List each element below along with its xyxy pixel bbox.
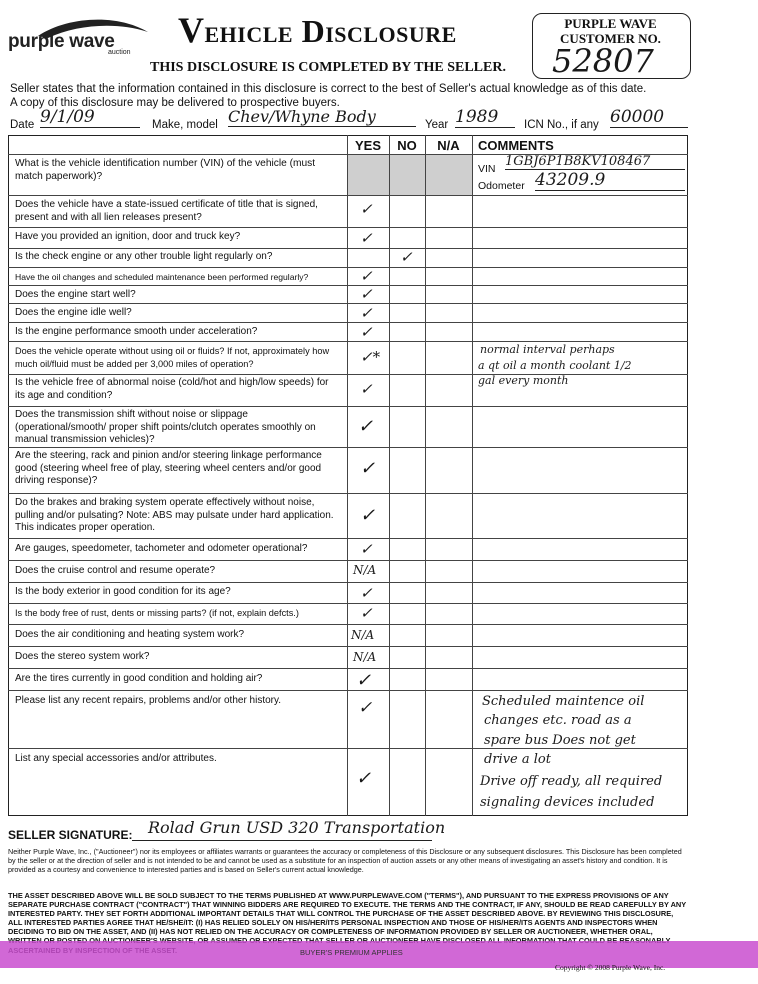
comment-history-2[interactable]: changes etc. road as a [484,713,632,728]
question-title: Does the vehicle have a state-issued certificate of title that is signed, present and with all lien releases present? [15,199,318,223]
customer-number[interactable]: 52807 [552,42,654,80]
customer-label: PURPLE WAVE CUSTOMER NO. [560,16,661,46]
document-subtitle: THIS DISCLOSURE IS COMPLETED BY THE SELLER. [150,60,506,75]
divider [8,493,688,494]
question-oil-changes: Have the oil changes and scheduled maintenance been performed regularly? [15,272,309,282]
comment-accessories-2[interactable]: signaling devices included [480,795,655,810]
answer-oil-changes[interactable]: ✓ [360,267,373,285]
disclaimer: Neither Purple Wave, Inc., ("Auctioneer") nor its employees or affiliates warrants or guarantees the accuracy or completeness of this Disclosure or any subsequent disclosures. This Disclosure has been completed by the seller or at the direction of seller and is not intended to be and cannot be used as a substitute for an inspection of auction assets or any other means of investigating an asset's history and condition. It is provided as a courtesy and convenience to interested parties and is based on Seller's current actual knowledge. [8,847,682,874]
question-engine-start: Does the engine start well? [15,289,136,300]
divider [8,668,688,669]
divider [8,248,688,249]
odometer-field[interactable]: 43209.9 [535,170,685,191]
divider [8,285,688,286]
comment-oil-1[interactable]: normal interval perhaps [480,343,615,356]
answer-tires[interactable]: ✓ [356,670,372,691]
divider [8,267,688,268]
vin-field[interactable]: 1GBJ6P1B8KV108467 [505,154,685,170]
make-field[interactable]: Chev/Whyne Body [228,107,416,127]
divider [8,374,688,375]
question-transmission: Does the transmission shift without noise or slippage (operational/smooth/ proper shift points/clutch operates smoothly on manual transmission vehicles)? [15,409,316,445]
comment-accessories-1[interactable]: Drive off ready, all required [480,774,663,789]
answer-gauges[interactable]: ✓ [360,540,373,558]
divider [8,624,688,625]
vin-shade [347,154,472,195]
divider [8,690,688,691]
divider [8,195,688,196]
answer-body-exterior[interactable]: ✓ [360,584,373,602]
copyright: Copyright © 2008 Purple Wave, Inc. [555,963,666,972]
icn-field[interactable]: 60000 [610,107,688,128]
icn-label: ICN No., if any [524,119,599,131]
question-gauges: Are gauges, speedometer, tachometer and odometer operational? [15,543,308,554]
question-tires: Are the tires currently in good condition and holding air? [15,673,263,684]
terms: THE ASSET DESCRIBED ABOVE WILL BE SOLD SUBJECT TO THE TERMS PUBLISHED AT WWW.PURPLEWAVE.COM ("TERMS"), AND PURSUANT TO THE EXPRESS PROVISIONS OF ANY SEPARATE PURCHASE CONTRACT ("CONTRACT") THAT WINNING BIDDERS ARE REQUIRED TO EXECUTE. THE TERMS AND THE CONTRACT, IF ANY, SHOULD BE READ CAREFULLY BY ANY INTERESTED PARTY. THEY SET FORTH ADDITIONAL IMPORTANT DETAILS THAT WILL CONTROL THE PURCHASE OF THE ASSET DESCRIBED ABOVE. BY REVIEWING THIS DISCLOSURE, ALL INTERESTED PARTIES AGREE THAT HE/SHE/IT: (I) HAS RELIED SOLELY ON HIS/HER/ITS PERSONAL INSPECTION AND THOSE OF HIS/HER/ITS AGENTS AND INSPECTORS WHEN DECIDING TO BID ON THE ASSET, AND (II) HAS NOT RELIED ON THE ACCURACY OR COMPLETENESS OF INFORMATION PROVIDED BY SELLER OR AUCTIONEER, WHETHER ORAL, [8,891,687,937]
question-accessories: List any special accessories and/or attributes. [15,753,217,764]
question-noise: Is the vehicle free of abnormal noise (cold/hot and high/low speeds) for its age and condition? [15,377,329,401]
question-oil-fluids: Does the vehicle operate without using oil or fluids? If not, approximately how much oil/fluid must be added per 3,000 miles of operation? [15,346,330,369]
make-label: Make, model [152,119,218,131]
question-history: Please list any recent repairs, problems and/or other history. [15,695,282,706]
divider [425,135,426,816]
comment-history-1[interactable]: Scheduled maintence oil [482,694,645,709]
logo-sub: auction [108,49,131,56]
divider [8,447,688,448]
divider [8,582,688,583]
divider [8,560,688,561]
answer-engine-start[interactable]: ✓ [360,285,373,303]
logo-text: purple wave [8,31,115,52]
answer-cruise[interactable]: N/A [353,563,377,577]
answer-transmission[interactable]: ✓ [358,416,374,437]
date-field[interactable]: 9/1/09 [40,107,140,128]
signature-line [132,840,432,841]
answer-stereo[interactable]: N/A [353,650,377,664]
question-body-exterior: Is the body exterior in good condition for its age? [15,586,231,597]
comment-oil-3[interactable]: gal every month [478,374,569,387]
question-cruise: Does the cruise control and resume operate? [15,565,216,576]
col-yes: YES [354,138,381,153]
col-no: NO [397,138,417,153]
vin-label: VIN [478,163,496,175]
year-label: Year [425,119,449,131]
answer-rust[interactable]: ✓ [360,604,373,622]
answer-engine-performance[interactable]: ✓ [360,323,373,341]
answer-brakes[interactable]: ✓ [360,505,376,526]
signature-field[interactable]: Rolad Grun USD 320 Transportation [148,818,446,837]
question-stereo: Does the stereo system work? [15,651,150,662]
answer-title[interactable]: ✓ [360,200,373,218]
answer-ac[interactable]: N/A [351,628,375,642]
question-check-engine: Is the check engine or any other trouble light regularly on? [15,251,273,262]
divider [472,135,473,816]
question-ac: Does the air conditioning and heating system work? [15,629,245,640]
answer-steering[interactable]: ✓ [360,458,376,479]
answer-engine-idle[interactable]: ✓ [360,304,373,322]
question-brakes: Do the brakes and braking system operate effectively without noise, pulling and/or pulsating? Note: ABS may pulsate under hard application. This indicates proper operation. [15,497,334,533]
comment-history-4[interactable]: drive a lot [484,752,551,767]
divider [8,603,688,604]
signature-label: SELLER SIGNATURE: [8,828,133,842]
divider [8,322,688,323]
answer-accessories[interactable]: ✓ [356,768,372,789]
divider [8,646,688,647]
year-field[interactable]: 1989 [455,107,515,128]
comment-history-3[interactable]: spare bus Does not get [484,733,636,748]
answer-keys[interactable]: ✓ [360,229,373,247]
divider [389,135,390,816]
question-vin: What is the vehicle identification number (VIN) of the vehicle (must match paperwork)? [15,158,316,182]
question-keys: Have you provided an ignition, door and truck key? [15,231,241,242]
document-title: Vehicle Disclosure [178,10,457,50]
divider [8,303,688,304]
comment-oil-2[interactable]: a qt oil a month coolant 1/2 [478,359,632,372]
intro-line-2: A copy of this disclosure may be delivered to prospective buyers. [10,97,340,109]
answer-check-engine[interactable]: ✓ [400,248,413,266]
divider [8,406,688,407]
question-engine-performance: Is the engine performance smooth under acceleration? [15,326,258,337]
intro-line-1: Seller states that the information contained in this disclosure is correct to the best of Seller's actual knowledge as of this date. [10,83,647,95]
divider [347,135,348,816]
answer-history[interactable]: ✓ [358,698,373,718]
divider [8,227,688,228]
col-na: N/A [437,138,460,153]
divider [8,538,688,539]
overlay-text: BUYER'S PREMIUM APPLIES [300,948,403,957]
question-rust: Is the body free of rust, dents or missing parts? (if not, explain defcts.) [15,608,299,618]
answer-noise[interactable]: ✓ [360,380,373,398]
odometer-label: Odometer [478,180,525,192]
date-label: Date [10,119,35,131]
question-engine-idle: Does the engine idle well? [15,307,132,318]
answer-oil-fluids[interactable]: ✓* [360,348,381,366]
document-title-text: ehicle Disclosure [204,13,457,49]
col-comments: COMMENTS [478,138,554,153]
intro-text [10,82,730,110]
question-steering: Are the steering, rack and pinion and/or steering linkage performance good (steering wheel free of play, steering wheel centers and/or good driving response)? [15,450,322,486]
